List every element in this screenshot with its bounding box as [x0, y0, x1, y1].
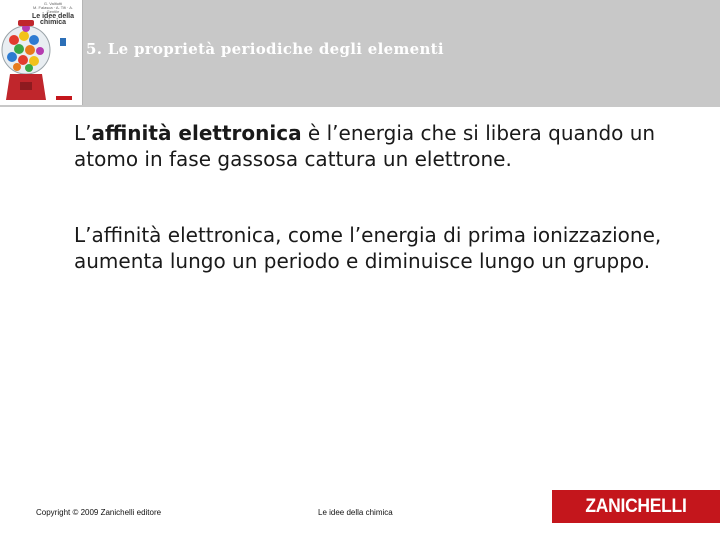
paragraph-trend: L’affinità elettronica, come l’energia di prima ionizzazione, aumenta lungo un periodo e diminuisce lungo un gruppo.	[74, 223, 662, 273]
header-bar	[0, 0, 720, 107]
publisher-logo-text: ZANICHELLI	[585, 495, 687, 517]
footer-book-title: Le idee della chimica	[318, 508, 393, 517]
term-electron-affinity: affinità elettronica	[91, 121, 302, 145]
cover-title	[27, 2, 79, 26]
paragraph-1-lead: L’	[74, 121, 92, 145]
paragraph-1-rest: è l’energia che si libera quando un atomo in fase gassosa cattura un elettrone.	[74, 121, 656, 171]
cover-author-1: G. Valitutti	[43, 1, 63, 6]
paragraph-definition	[74, 120, 674, 172]
cover-author-2: M. Falasca · A. Tifi · A. Gentile	[32, 5, 73, 14]
book-cover-thumbnail	[0, 0, 83, 105]
cover-title-line-2: chimica	[39, 19, 67, 26]
slide-title: 5. Le proprietà periodiche degli elementi	[86, 40, 444, 58]
footer-copyright: Copyright © 2009 Zanichelli editore	[36, 508, 162, 517]
publisher-logo	[552, 490, 720, 523]
cover-title-line-1: Le idee della	[31, 13, 75, 20]
